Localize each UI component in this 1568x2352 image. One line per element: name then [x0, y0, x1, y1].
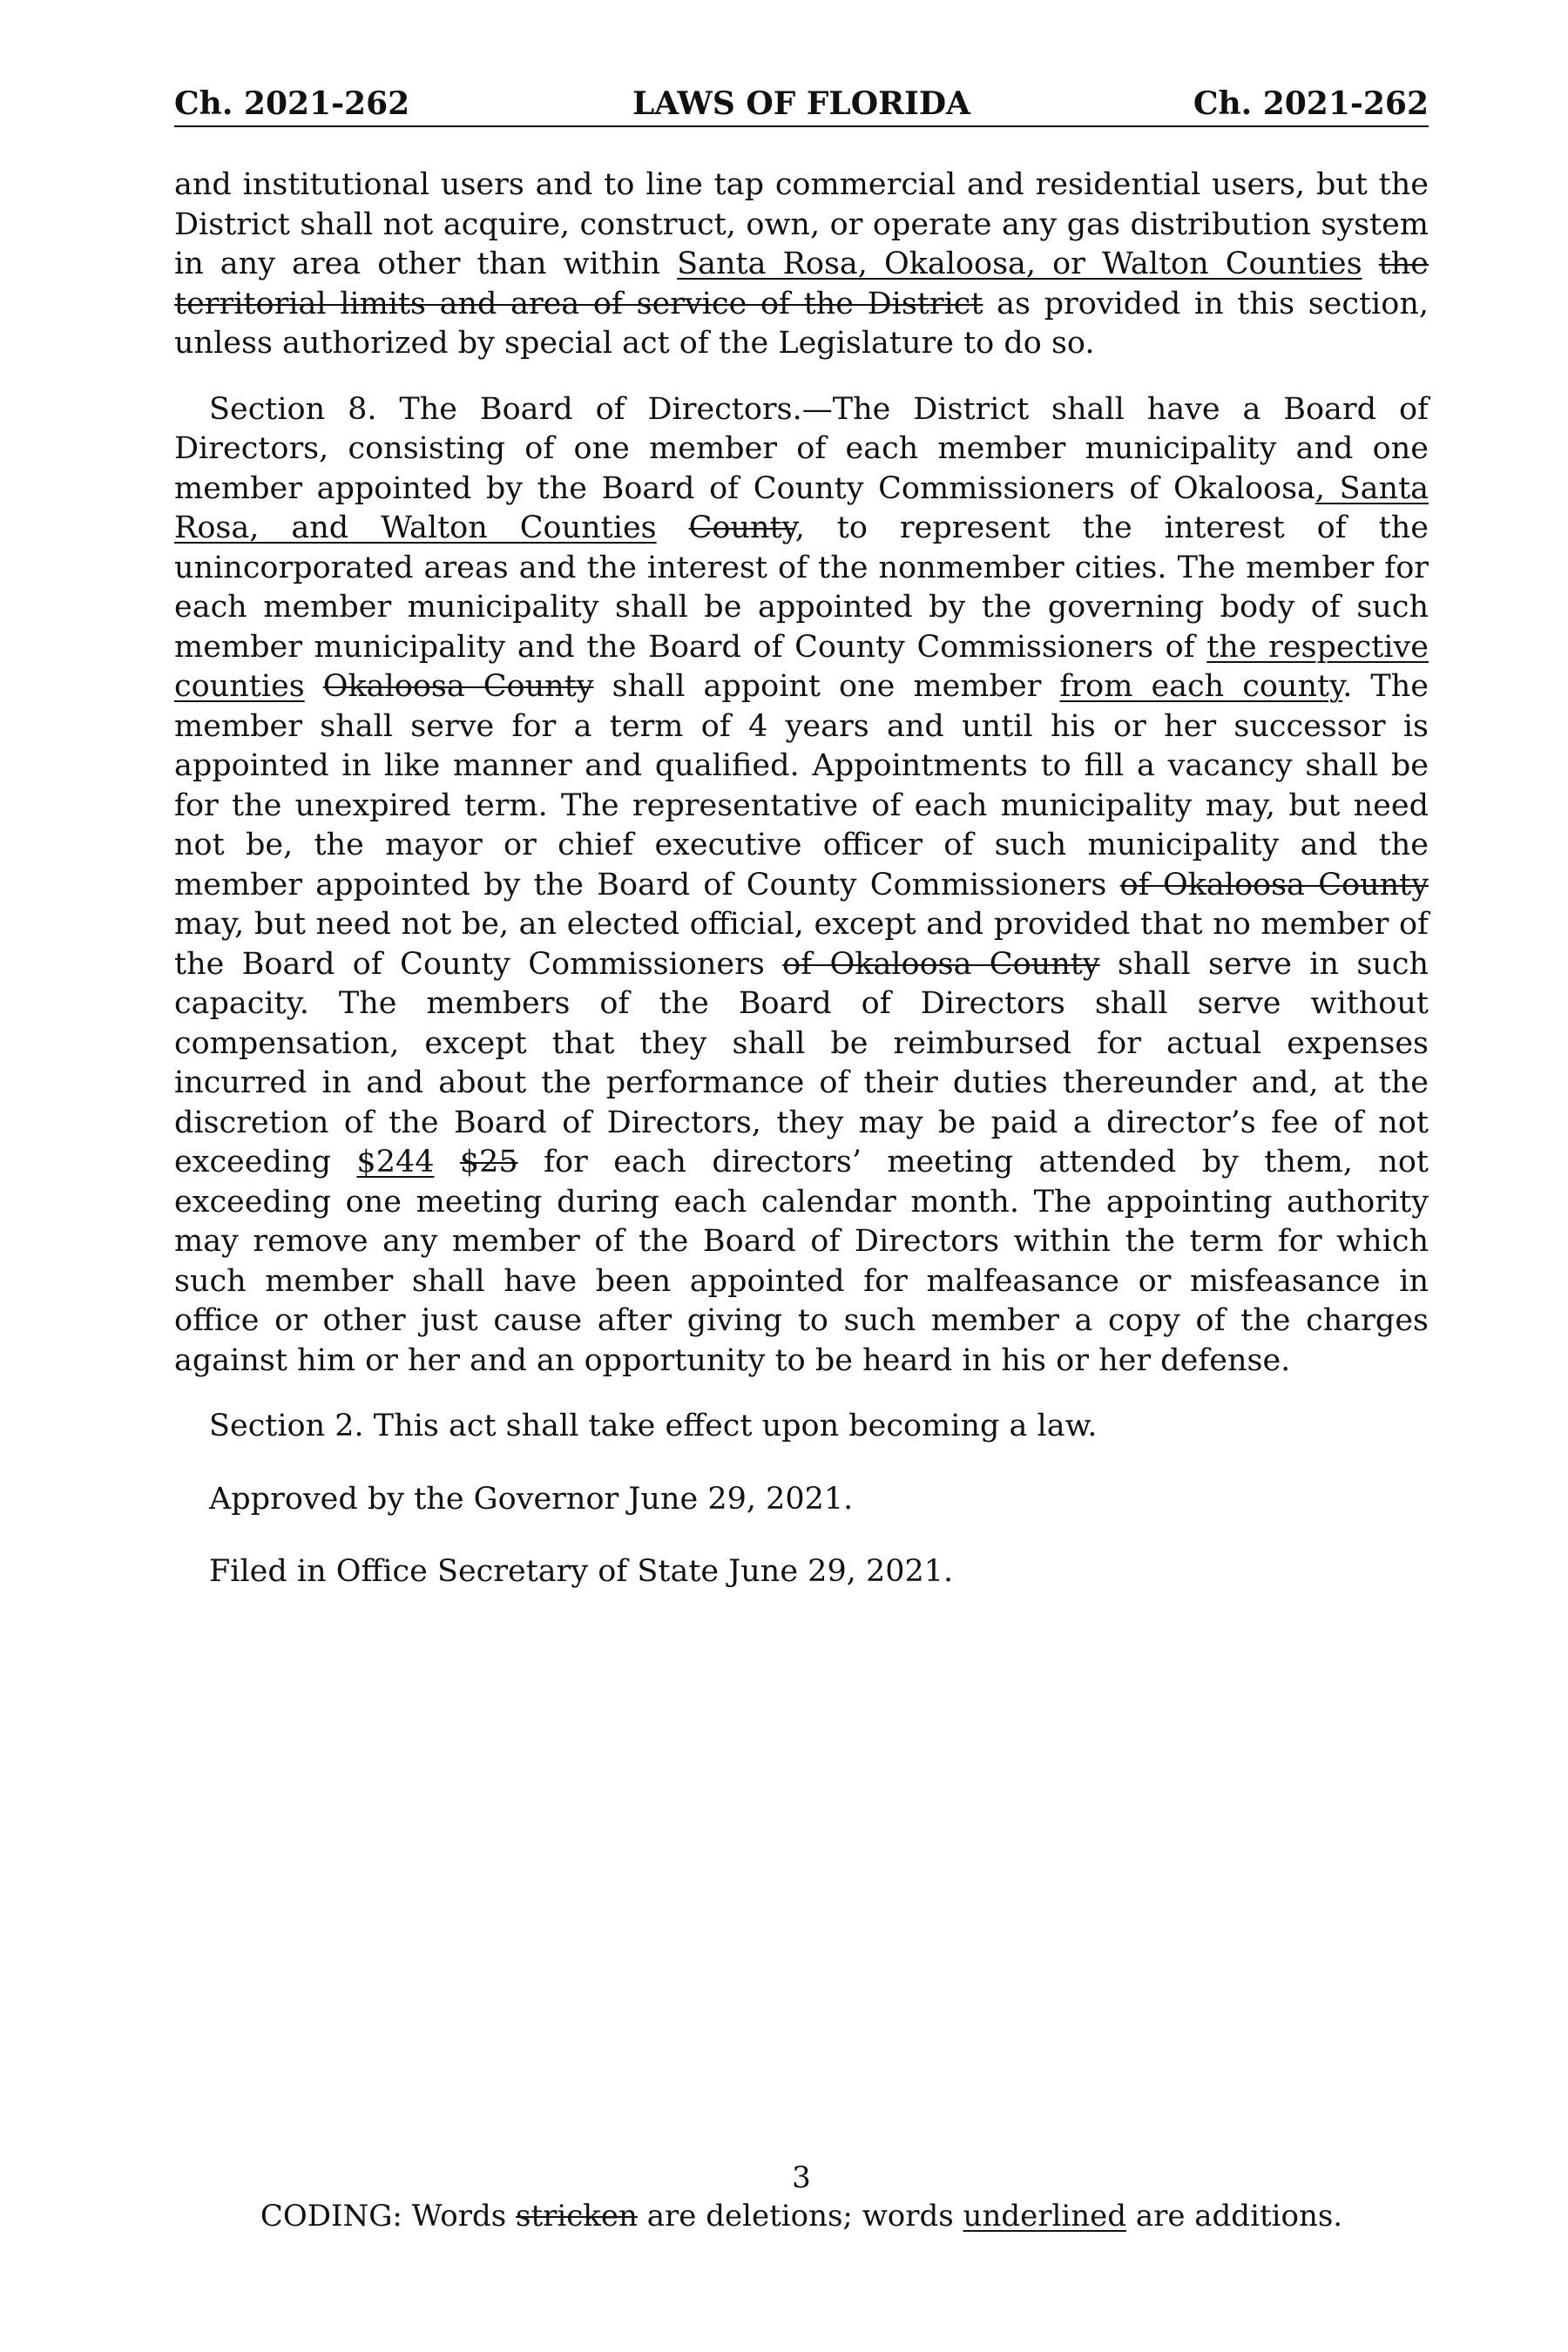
text-run: are deletions; words [637, 2199, 963, 2234]
text-run [435, 1145, 460, 1179]
deleted-text: the territorial limits and area of service of the District [174, 247, 1429, 321]
inserted-text: Santa Rosa, Okaloosa, or Walton Counties [677, 247, 1362, 281]
section-2-effective-date: Section 2. This act shall take effect upon becoming a law. [209, 1409, 1098, 1443]
text-run: shall appoint one member [593, 669, 1060, 704]
deleted-text: of Okaloosa County [1119, 867, 1429, 902]
page-header [174, 80, 1429, 127]
page-number: 3 [792, 2160, 811, 2195]
text-run: are additions. [1126, 2199, 1343, 2234]
inserted-text: $244 [356, 1145, 435, 1179]
text-run: as provided in this section, unless authorized by special act of the Legislature to do so. [174, 286, 1429, 361]
header-chapter-left: Ch. 2021-262 [174, 85, 410, 122]
filing-line: Filed in Office Secretary of State June 29, 2021. [209, 1554, 954, 1589]
inserted-text: from each county [1059, 669, 1343, 704]
deleted-text-example: stricken [516, 2199, 638, 2234]
text-run: Section 8. The Board of Directors.—The District shall have a Board of Directors, consisting of one member of each member municipality and one member appointed by the Board of County Commissioners of Okaloosa [174, 391, 1429, 506]
deleted-text: Okaloosa County [322, 669, 594, 704]
approval-line: Approved by the Governor June 29, 2021. [209, 1481, 854, 1517]
text-run [305, 669, 323, 704]
text-run: , to represent the interest of the unincorporated areas and the interest of the nonmember cities. The member for each member municipality shall be appointed by the governing body of such member municipality and the Board of County Commissioners of [174, 510, 1429, 665]
inserted-text: , Santa Rosa, and Walton Counties [174, 470, 1429, 545]
text-run [1362, 247, 1379, 281]
paragraph-section-8 [174, 390, 1429, 1382]
deleted-text: $25 [459, 1145, 518, 1179]
inserted-text-example: underlined [963, 2199, 1127, 2234]
text-run: . The member shall serve for a term of 4 years and until his or her successor is appointed in like manner and qualified. Appointments to fill a vacancy shall be for the unexpired term. The representative of each municipality may, but need not be, the mayor or chief executive officer of such municipality and the member appointed by the Board of County Commissioners [174, 669, 1429, 902]
text-run [657, 510, 689, 545]
document-page [174, 0, 1429, 2352]
text-run: may, but need not be, an elected official, except and provided that no member of the Board of County Commissioners [174, 907, 1429, 982]
deleted-text: of Okaloosa County [782, 946, 1100, 982]
deleted-text: County [688, 510, 795, 545]
coding-legend [174, 2199, 1429, 2234]
header-title: LAWS OF FLORIDA [632, 85, 970, 122]
text-run: and institutional users and to line tap commercial and residential users, but the District shall not acquire, construct, own, or operate any gas distribution system in any area other than within [174, 167, 1429, 281]
header-chapter-right: Ch. 2021-262 [1193, 85, 1429, 122]
text-run: shall serve in such capacity. The members of the Board of Directors shall serve without compensation, except that they shall be reimbursed for actual expenses incurred in and about the performance of their duties thereunder and, at the discretion of the Board of Directors, they may be paid a director’s fee of not exceeding [174, 946, 1429, 1179]
document-body [174, 166, 1429, 1625]
inserted-text: the respective counties [174, 629, 1429, 704]
text-run: CODING: Words [260, 2199, 517, 2234]
text-run: for each directors’ meeting attended by them, not exceeding one meeting during each calendar month. The appointing authority may remove any member of the Board of Directors within the term for which such member shall have been appointed for malfeasance or misfeasance in office or other just cause after giving to such member a copy of the charges against him or her and an opportunity to be heard in his or her defense. [174, 1145, 1429, 1378]
paragraph-gas-distribution [174, 166, 1429, 364]
